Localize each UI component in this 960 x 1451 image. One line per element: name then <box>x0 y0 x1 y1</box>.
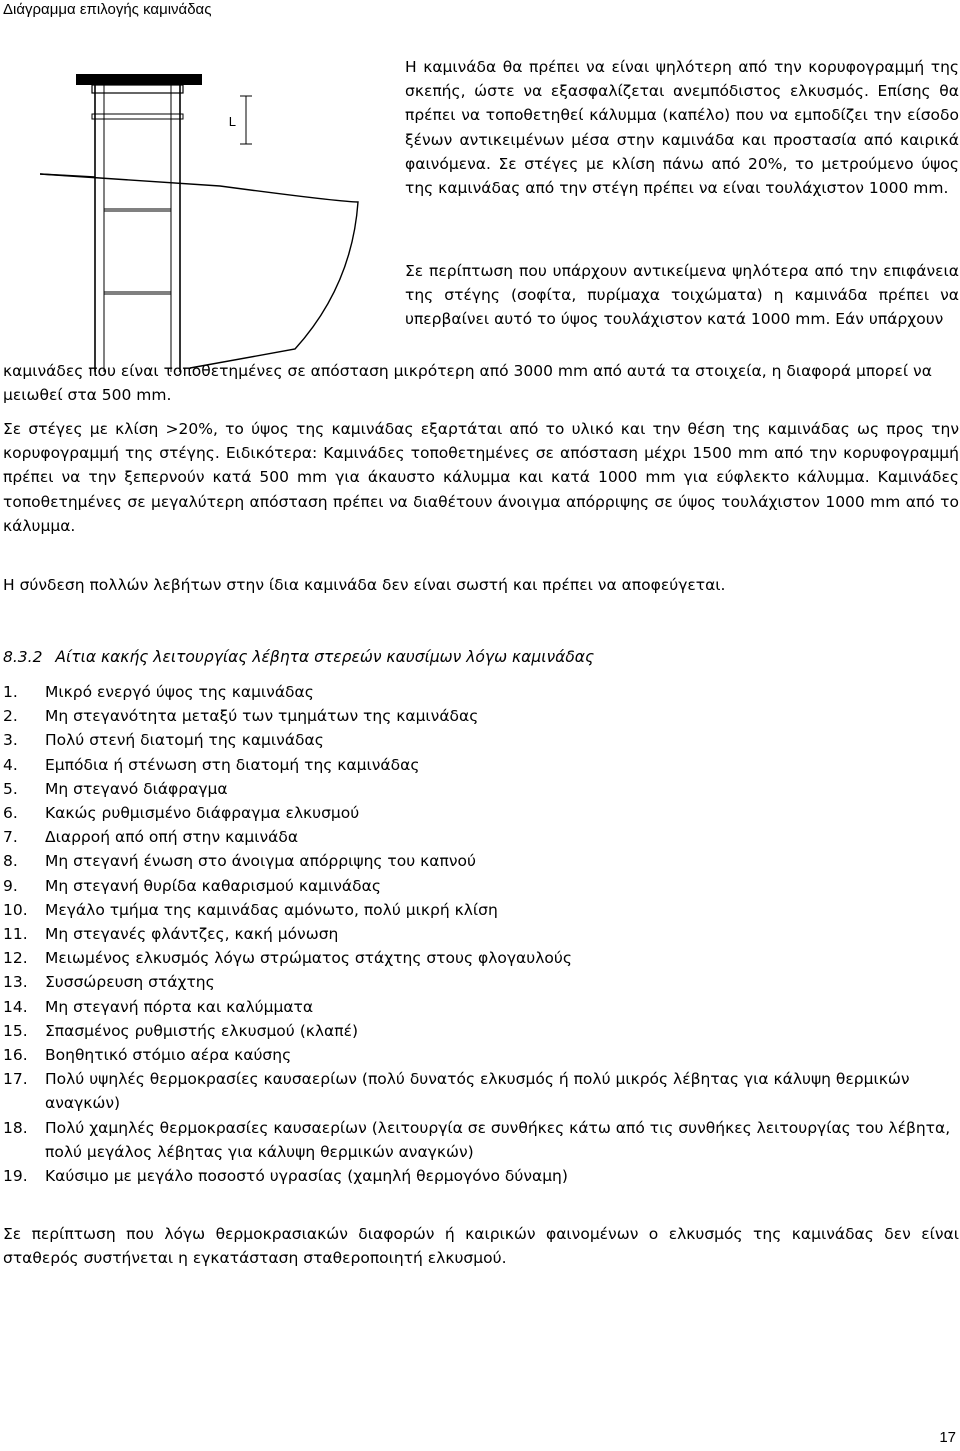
list-item-text: Κακώς ρυθμισμένο διάφραγμα ελκυσμού <box>45 804 360 823</box>
list-item-number: 2. <box>3 707 18 726</box>
list-item <box>3 970 959 994</box>
list-item <box>3 680 959 704</box>
list-item-number: 13. <box>3 973 28 992</box>
list-item-text: Μη στεγανή πόρτα και καλύμματα <box>45 997 314 1016</box>
list-item-number: 3. <box>3 731 18 750</box>
chimney-cap <box>76 74 202 85</box>
list-item <box>3 922 959 946</box>
page-number: 17 <box>939 1429 956 1446</box>
list-item-text: Μεγάλο τμήμα της καμινάδας αμόνωτο, πολύ μικρή κλίση <box>45 900 498 919</box>
list-item <box>3 728 959 752</box>
list-item-text: Εμπόδια ή στένωση στη διατομή της καμινάδας <box>45 755 420 774</box>
list-item-text: Συσσώρευση στάχτης <box>45 973 215 992</box>
section-title: Αίτια κακής λειτουργίας λέβητα στερεών καυσίμων λόγω καμινάδας <box>55 648 595 666</box>
list-item-number: 9. <box>3 876 18 895</box>
roof-line <box>40 174 358 368</box>
intro-paragraph <box>405 55 959 200</box>
list-item <box>3 704 959 728</box>
list-item-text: Σπασμένος ρυθμιστής ελκυσμού (κλαπέ) <box>45 1021 359 1040</box>
list-item-text: Μη στεγανό διάφραγμα <box>45 779 228 798</box>
list-item <box>3 1043 959 1067</box>
closing-paragraph: Σε περίπτωση που λόγω θερμοκρασιακών διαφορών ή καιρικών φαινομένων ο ελκυσμός της καμινάδας δεν είναι σταθερός συστήνεται η εγκατάσταση σταθεροποιητή ελκυσμού. <box>3 1225 959 1268</box>
list-item-number: 1. <box>3 683 18 701</box>
list-item <box>3 874 959 898</box>
list-item <box>3 1067 959 1115</box>
section-heading <box>3 648 594 666</box>
obstacles-paragraph-part1: Σε περίπτωση που υπάρχουν αντικείμενα ψηλότερα από την επιφάνεια της στέγης (σοφίτα, πυρίμαχα τοιχώματα) η καμινάδα πρέπει να υπερβαίνει αυτό το ύψος τουλάχιστον κατά 1000 mm. Εάν υπάρχουν <box>405 262 959 329</box>
list-item-number: 6. <box>3 804 18 823</box>
list-item-text: Βοηθητικό στόμιο αέρα καύσης <box>45 1046 292 1065</box>
list-item-text: Μη στεγανότητα μεταξύ των τμημάτων της καμινάδας <box>45 707 479 726</box>
list-item-text: Καύσιμο με μεγάλο ποσοστό υγρασίας (χαμηλή θερμογόνο δύναμη) <box>45 1167 568 1186</box>
list-item <box>3 946 959 970</box>
list-item-number: 7. <box>3 828 18 847</box>
multi-boiler-paragraph: Η σύνδεση πολλών λεβήτων στην ίδια καμινάδα δεν είναι σωστή και πρέπει να αποφεύγεται. <box>3 576 726 594</box>
list-item <box>3 1164 959 1188</box>
list-item <box>3 753 959 777</box>
list-item-number: 12. <box>3 949 28 968</box>
list-item-number: 17. <box>3 1070 28 1089</box>
list-item <box>3 777 959 801</box>
chimney-height-text: Η καμινάδα θα πρέπει να είναι ψηλότερη από την κορυφογραμμή της σκεπής, ώστε να εξασφαλίζεται ανεμπόδιστος ελκυσμός. Επίσης θα πρέπει να τοποθετηθεί κάλυμμα (καπέλο) που να εμποδίζει την είσοδο ξένων αντικειμένων μέσα στην καμινάδα και προστασία από καιρικά φαινόμενα. Σε στέγες με κλίση πάνω από 20%, το μετρούμενο ύψος της καμινάδας από την στέγη πρέπει να είναι τουλάχιστον 1000 mm. <box>405 58 959 198</box>
list-item <box>3 801 959 825</box>
list-item-text: Μικρό ενεργό ύψος της καμινάδας <box>45 683 314 701</box>
list-item-text: Μη στεγανές φλάντζες, κακή μόνωση <box>45 925 339 944</box>
list-item <box>3 825 959 849</box>
obstacles-paragraph-part2: καμινάδες που είναι τοποθετημένες σε απόσταση μικρότερη από 3000 mm από αυτά τα στοιχεία, η διαφορά μπορεί να μειωθεί στα 500 mm. <box>3 362 932 405</box>
list-item <box>3 995 959 1019</box>
chimney-diagram <box>40 74 380 374</box>
list-item-number: 19. <box>3 1167 28 1186</box>
list-item-text: Μειωμένος ελκυσμός λόγω στρώματος στάχτης στους φλογαυλούς <box>45 949 572 968</box>
steep-roofs-paragraph: Σε στέγες με κλίση >20%, το ύψος της καμινάδας εξαρτάται από το υλικό και την θέση της καμινάδας ως προς την κορυφογραμμή της στέγης. Ειδικότερα: Καμινάδες τοποθετημένες σε απόσταση μέχρι 1500 mm από την κορυφογραμμή πρέπει να την ξεπερνούν κατά 500 mm για άκαυστο κάλυμμα και κατά 1000 mm για εύφλεκτο κάλυμμα. Καμινάδες τοποθετημένες σε μεγαλύτερη απόσταση πρέπει να διαθέτουν άνοιγμα απόρριψης σε ύψος τουλάχιστον 1000 mm από το κάλυμμα. <box>3 420 959 535</box>
list-item-number: 18. <box>3 1118 28 1137</box>
list-item <box>3 1019 959 1043</box>
list-item-number: 16. <box>3 1046 28 1065</box>
list-item-number: 5. <box>3 779 18 798</box>
height-label: L <box>228 114 236 129</box>
list-item-text: Πολύ χαμηλές θερμοκρασίες καυσαερίων (λειτουργία σε συνθήκες κάτω από τις συνθήκες λειτουργίας του λέβητα, πολύ μεγάλος λέβητας για κάλυψη θερμικών αναγκών) <box>45 1118 951 1161</box>
page-header: Διάγραμμα επιλογής καμινάδας <box>3 1 212 18</box>
list-item-number: 14. <box>3 997 28 1016</box>
list-item-number: 11. <box>3 925 28 944</box>
list-item-number: 15. <box>3 1021 28 1040</box>
list-item-text: Πολύ στενή διατομή της καμινάδας <box>45 731 324 750</box>
malfunction-causes-list <box>3 680 959 1188</box>
section-number: 8.3.2 <box>3 648 43 666</box>
list-item-number: 10. <box>3 900 28 919</box>
list-item-text: Πολύ υψηλές θερμοκρασίες καυσαερίων (πολύ δυνατός ελκυσμός ή πολύ μικρός λέβητας για κάλυψη θερμικών αναγκών) <box>45 1070 910 1113</box>
list-item-text: Μη στεγανή ένωση στο άνοιγμα απόρριψης του καπνού <box>45 852 476 871</box>
list-item <box>3 898 959 922</box>
list-item-number: 8. <box>3 852 18 871</box>
list-item-number: 4. <box>3 755 18 774</box>
list-item <box>3 849 959 873</box>
list-item-text: Διαρροή από οπή στην καμινάδα <box>45 828 299 847</box>
list-item-text: Μη στεγανή θυρίδα καθαρισμού καμινάδας <box>45 876 381 895</box>
list-item <box>3 1116 959 1164</box>
